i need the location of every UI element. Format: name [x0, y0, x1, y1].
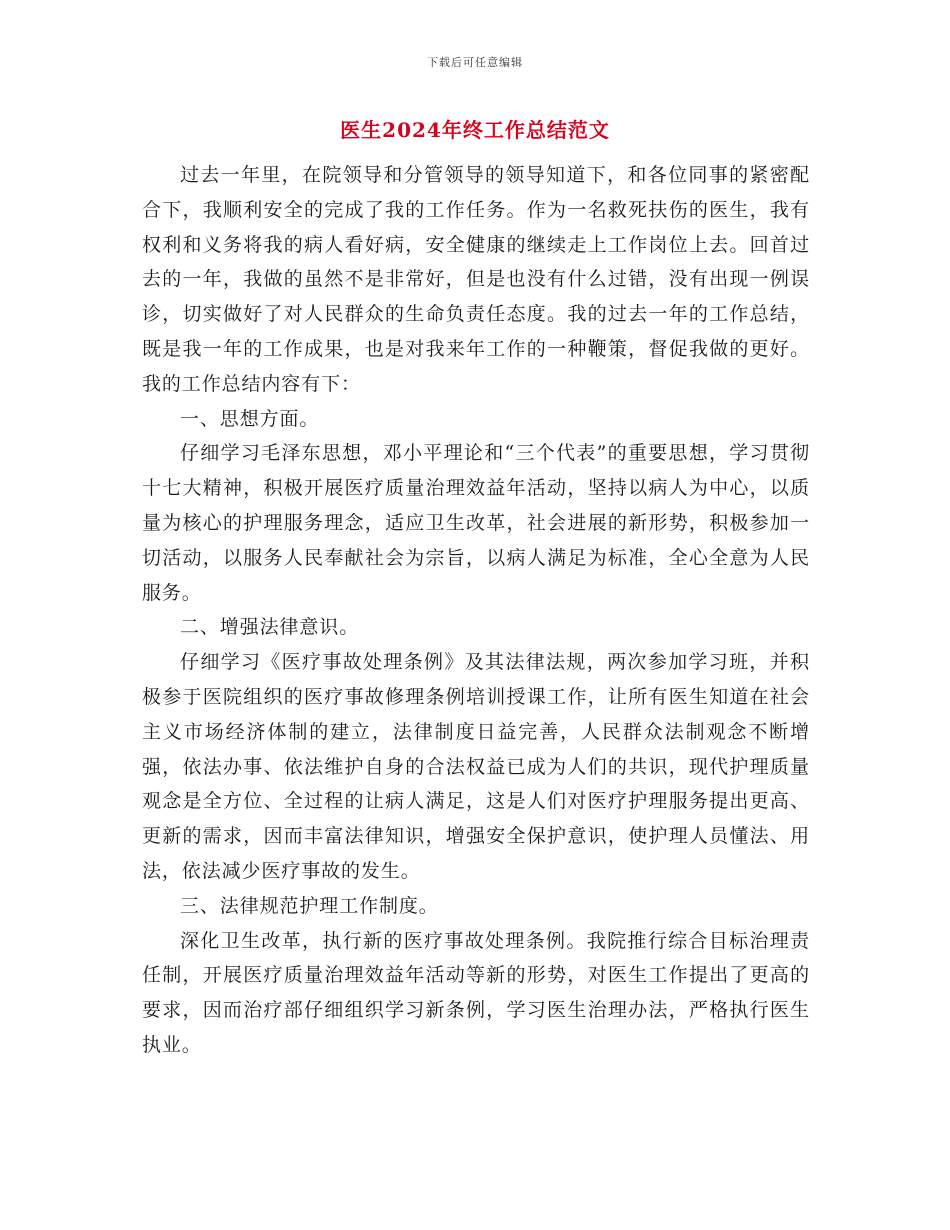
document-title: 医生2024年终工作总结范文: [340, 118, 610, 142]
section-heading-thought: 一、思想方面。: [180, 407, 320, 430]
paragraph-thought: 仔细学习毛泽东思想，邓小平理论和“三个代表”的重要思想，学习贯彻十七大精神，积极开展医疗质量治理效益年活动，坚持以病人为中心，以质量为核心的护理服务理念，适应卫生改革，社会进展的新形势，积极参加一切活动，以服务人民奉献社会为宗旨，以病人满足为标准，全心全意为人民服务。: [142, 442, 810, 604]
header-note: 下载后可任意编辑: [427, 56, 523, 69]
paragraph-law: 仔细学习《医疗事故处理条例》及其法律法规，两次参加学习班，并积极参于医院组织的医疗事故修理条例培训授课工作，让所有医生知道在社会主义市场经济体制的建立，法律制度日益完善，人民群众法制观念不断增强，依法办事、依法维护自身的合法权益已成为人们的共识，现代护理质量观念是全方位、全过程的让病人满足，这是人们对医疗护理服务提出更高、更新的需求，因而丰富法律知识，增强安全保护意识，使护理人员懂法、用法，依法减少医疗事故的发生。: [142, 651, 810, 882]
section-heading-nursing-rules: 三、法律规范护理工作制度。: [180, 894, 439, 917]
section-heading-law: 二、增强法律意识。: [180, 616, 360, 639]
paragraph-nursing-rules: 深化卫生改革，执行新的医疗事故处理条例。我院推行综合目标治理责任制，开展医疗质量治理效益年活动等新的形势，对医生工作提出了更高的要求，因而治疗部仔细组织学习新条例，学习医生治理办法，严格执行医生执业。: [142, 929, 810, 1056]
document-body: [142, 158, 810, 1063]
paragraph-intro: 过去一年里，在院领导和分管领导的领导知道下，和各位同事的紧密配合下，我顺利安全的完成了我的工作任务。作为一名救死扶伤的医生，我有权利和义务将我的病人看好病，安全健康的继续走上工作岗位上去。回首过去的一年，我做的虽然不是非常好，但是也没有什么过错，没有出现一例误诊，切实做好了对人民群众的生命负责任态度。我的过去一年的工作总结，既是我一年的工作成果，也是对我来年工作的一种鞭策，督促我做的更好。我的工作总结内容有下：: [142, 164, 810, 395]
